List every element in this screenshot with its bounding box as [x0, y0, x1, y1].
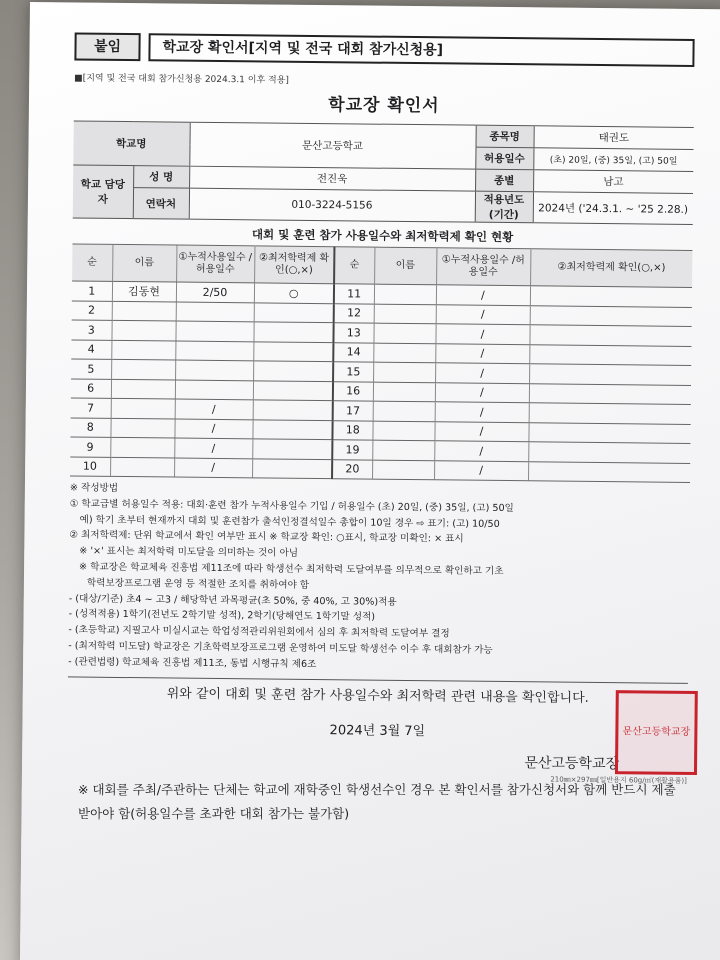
- column-header: ①누적사용일수 /허용일수: [176, 245, 254, 283]
- table-cell: 12: [334, 303, 374, 323]
- footer-note: ※ 대회를 주최/주관하는 단체는 학교에 재학중인 학생선수인 경우 본 확인서를 참가신청서와 함께 반드시 제출받아야 함(허용일수를 초과한 대회 참가는 불가함): [78, 782, 676, 821]
- table-cell: [252, 458, 332, 478]
- instruction-line: ① 학교급별 허용일수 적용: 대회·훈련 참가 누적사용일수 기입 / 허용일수 (초) 20일, (중) 35일, (고) 50일: [69, 498, 514, 514]
- column-header: 이름: [374, 247, 436, 285]
- table-cell: [110, 437, 174, 457]
- school-info-table: [73, 120, 694, 224]
- table-cell: /: [436, 304, 530, 324]
- table-cell: 13: [333, 323, 373, 343]
- table-cell: [530, 305, 692, 326]
- table-cell: 14: [333, 342, 373, 362]
- table-cell: [110, 457, 174, 477]
- contact-value: 010-3224-5156: [189, 188, 475, 222]
- table-cell: /: [435, 382, 529, 402]
- table-cell: 1: [72, 281, 112, 301]
- table-cell: /: [174, 419, 252, 439]
- table-cell: [373, 323, 435, 343]
- header-title: 학교장 확인서[지역 및 전국 대회 참가신청용]: [148, 33, 694, 67]
- instruction-line: ※ 작성방법: [69, 482, 119, 494]
- table-cell: /: [434, 441, 528, 461]
- event-label: 종목명: [476, 125, 534, 148]
- table-cell: [529, 403, 691, 424]
- column-header: 이름: [112, 244, 176, 282]
- table-cell: [373, 382, 435, 402]
- table-cell: [253, 322, 333, 342]
- table-cell: [529, 383, 691, 404]
- table-cell: [175, 380, 253, 400]
- table-cell: [111, 340, 175, 360]
- table-cell: 6: [71, 378, 111, 398]
- table-cell: ○: [254, 283, 334, 303]
- table-cell: 9: [70, 437, 110, 457]
- column-header: 순: [72, 244, 112, 281]
- instruction-line: ※ '×' 표시는 최저학력 미도달을 의미하는 것이 아님: [79, 545, 299, 560]
- table-cell: [111, 320, 175, 340]
- table-cell: 20: [332, 459, 372, 479]
- issue-date: 2024년 3월 7일: [329, 722, 426, 739]
- table-cell: [530, 286, 692, 307]
- table-cell: 2: [72, 300, 112, 320]
- table-cell: 16: [333, 381, 373, 401]
- school-label: 학교명: [73, 121, 189, 166]
- table-cell: [529, 325, 691, 346]
- column-header: 순: [334, 247, 374, 284]
- allowed-days-value: (초) 20일, (중) 35일, (고) 50일: [533, 148, 693, 172]
- school-value: 문산고등학교: [189, 122, 475, 169]
- table-cell: 8: [70, 417, 110, 437]
- table-cell: 17: [333, 401, 373, 421]
- table-cell: [110, 418, 174, 438]
- table-cell: [374, 304, 436, 324]
- table-cell: [529, 344, 691, 365]
- attachment-tag: 붙임: [74, 32, 140, 61]
- period-value: 2024년 ('24.3.1. ~ '25 2.28.): [533, 192, 693, 225]
- division-value: 남고: [533, 170, 693, 194]
- table-cell: /: [174, 438, 252, 458]
- table-cell: /: [434, 460, 528, 480]
- table-cell: [528, 442, 690, 463]
- table-cell: [253, 341, 333, 361]
- table-cell: [373, 343, 435, 363]
- instruction-line: - (대상/기준) 초4 ~ 고3 / 해당학년 과목평균(초 50%, 중 40%, 고 30%)적용: [68, 593, 397, 608]
- table-cell: 15: [333, 362, 373, 382]
- event-value: 태권도: [534, 126, 694, 150]
- contact-label: 연락처: [133, 188, 189, 220]
- name-label: 성 명: [133, 166, 189, 189]
- table-cell: [253, 361, 333, 381]
- table-header-row: [72, 244, 692, 287]
- table-cell: [253, 380, 333, 400]
- table-cell: [111, 379, 175, 399]
- table-cell: [254, 302, 334, 322]
- table-cell: [374, 284, 436, 304]
- instruction-line: - (최저학력 미도달) 학교장은 기초학력보장프로그램 운영하여 미도달 학생선수 이수 후 대회참가 가능: [68, 640, 493, 656]
- table-cell: [253, 400, 333, 420]
- seal-text: 문산고등학교장: [622, 726, 691, 738]
- table-cell: [372, 440, 434, 460]
- table-body: [70, 281, 692, 482]
- table-cell: [176, 302, 254, 322]
- table-cell: /: [435, 402, 529, 422]
- column-header: ①누적사용일수 /허용일수: [436, 248, 530, 286]
- column-header: ②최저학력제 확인(○,×): [254, 246, 334, 284]
- table-cell: [252, 439, 332, 459]
- column-header: ②최저학력제 확인(○,×): [530, 249, 692, 288]
- writing-instructions: [68, 480, 690, 676]
- athlete-table: [70, 243, 692, 482]
- table-cell: [529, 364, 691, 385]
- table-cell: 4: [71, 339, 111, 359]
- table-cell: 5: [71, 359, 111, 379]
- instruction-line: ※ 학교장은 학교체육 진흥법 제11조에 따라 학생선수 최저학력 도달여부를 의무적으로 확인하고 기초: [79, 561, 504, 577]
- division-label: 종별: [475, 169, 533, 192]
- document-header: [74, 32, 694, 66]
- table-cell: 11: [334, 284, 374, 304]
- confirmation-statement: 위와 같이 대회 및 훈련 참가 사용일수와 최저학력 관련 내용을 확인합니다.: [68, 676, 688, 706]
- applicability-note: ■[지역 및 전국 대회 참가신청용 2024.3.1 이후 적용]: [74, 73, 289, 86]
- table-cell: [528, 422, 690, 443]
- table-cell: [372, 460, 434, 480]
- table-cell: [175, 360, 253, 380]
- table-cell: /: [434, 421, 528, 441]
- table-cell: 3: [71, 320, 111, 340]
- instruction-line: 학력보장프로그램 운영 등 적절한 조치를 취하여야 함: [86, 577, 310, 591]
- table-cell: 김동현: [112, 281, 176, 301]
- manager-name: 전진욱: [189, 166, 475, 191]
- table-cell: /: [435, 343, 529, 363]
- instruction-line: - (관련법령) 학교체육 진흥법 제11조, 동법 시행규칙 제6조: [68, 656, 317, 670]
- instruction-line: - (초등학교) 지필고사 미실시교는 학업성적관리위원회에서 심의 후 최저학력 도달여부 결정: [68, 624, 450, 640]
- period-label: 적용년도 (기간): [475, 191, 533, 223]
- table-cell: /: [435, 363, 529, 383]
- section-title: 대회 및 훈련 참가 사용일수와 최저학력제 확인 현황: [251, 227, 514, 245]
- table-cell: 7: [71, 398, 111, 418]
- table-cell: [528, 461, 690, 482]
- instruction-line: - (성적적용) 1학기(전년도 2학기말 성적), 2학기(당해연도 1학기말 성적): [68, 608, 376, 624]
- table-cell: /: [174, 458, 252, 478]
- instruction-line: ② 최저학력제: 단위 학교에서 확인 여부만 표시 ※ 학교장 확인: ○표시, 학교장 미확인: × 표시: [69, 529, 464, 545]
- instruction-line: 예) 학기 초부터 현재까지 대회 및 훈련참가 출석인정결석일수 총합이 10일 경우 ⇨ 표기: (고) 10/50: [79, 514, 500, 530]
- table-cell: /: [435, 324, 529, 344]
- table-cell: 2/50: [176, 282, 254, 302]
- table-cell: [175, 341, 253, 361]
- table-cell: [175, 321, 253, 341]
- table-cell: /: [175, 399, 253, 419]
- allowed-days-label: 허용일수: [475, 147, 533, 170]
- table-cell: [111, 398, 175, 418]
- table-cell: [373, 401, 435, 421]
- school-seal: [615, 690, 698, 775]
- table-cell: /: [436, 285, 530, 305]
- table-cell: [111, 359, 175, 379]
- table-cell: [252, 419, 332, 439]
- table-cell: [373, 362, 435, 382]
- table-cell: 19: [332, 440, 372, 460]
- table-cell: 10: [70, 456, 110, 476]
- table-cell: [112, 301, 176, 321]
- principal-signature: 문산고등학교장: [524, 754, 620, 772]
- table-cell: 18: [332, 420, 372, 440]
- table-cell: [372, 421, 434, 441]
- document-title: 학교장 확인서: [328, 95, 440, 117]
- paper-size-note: 210㎜×297㎜[일반용지 60g/㎡(재활용품)]: [550, 775, 687, 785]
- document-content: [67, 32, 695, 785]
- manager-label: 학교 담당자: [73, 165, 134, 219]
